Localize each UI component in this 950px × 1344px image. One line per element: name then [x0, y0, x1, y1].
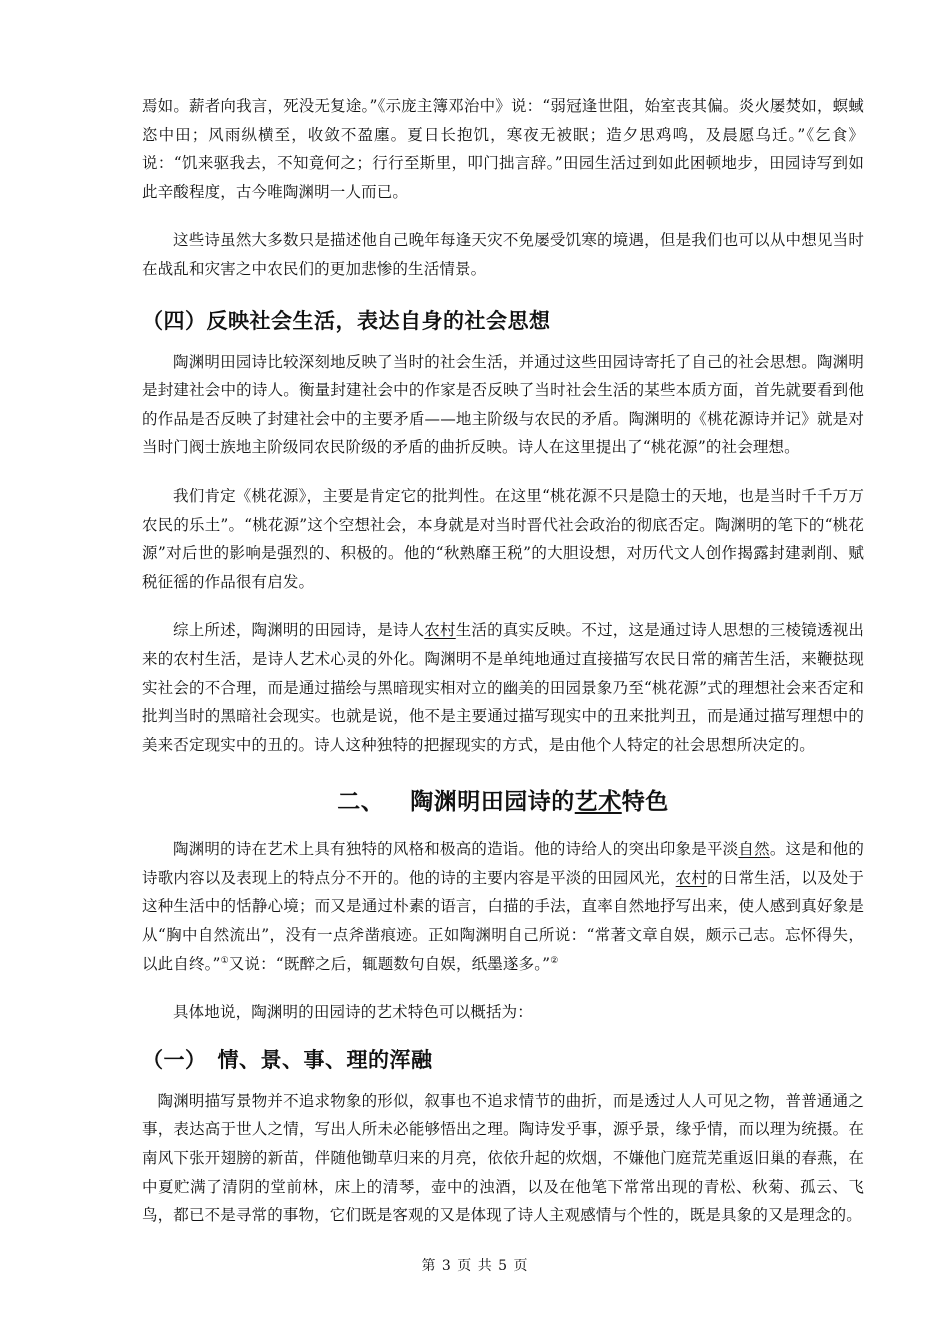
section-heading-four: （四）反映社会生活，表达自身的社会思想: [142, 308, 551, 333]
footnote-ref-2[interactable]: ②: [550, 955, 559, 966]
paragraph-quotes: 焉如。薪者向我言，死没无复途。”《示庞主簿邓治中》说：“弱冠逢世阻，始室丧其偏。炎火屡焚如，螟蜮恣中田；风雨纵横至，收敛不盈廛。夏日长抱饥，寒夜无被眠；造夕思鸡鸣，及晨愿乌迁。”《乞食》说：“饥来驱我去，不知竟何之；行行至斯里，叩门拙言辞。”田园生活过到如此困顿地步，田园诗写到如此辛酸程度，古今唯陶渊明一人而已。: [142, 97, 864, 201]
page-footer: 第 3 页 共 5 页: [421, 1258, 529, 1274]
art-text-c: 的日常生活，以及处于这种生活中的恬静心境；而又是通过朴素的语言，白描的手法，直率自然地抒写出来，使人感到真好象是从“胸中自然流出”，没有一点斧凿痕迹。正如陶渊明自己所说：“常著文章自娱，颇示己志。忘怀得失，以此自终。”: [142, 868, 864, 973]
art-text-b: 。这是和他的诗歌内容以及表现上的特点分不开的。他的诗的主要内容是平淡的田园风光，: [142, 840, 864, 887]
link-art[interactable]: 艺术: [574, 789, 622, 816]
chapter-number: 二、: [337, 789, 385, 816]
art-text-d: 又说：“既醉之后，辄题数句自娱，纸墨遂多。”: [228, 954, 551, 973]
paragraph-summary: [142, 616, 864, 759]
paragraph-suffering: 这些诗虽然大多数只是描述他自己晚年每逢天灾不免屡受饥寒的境遇，但是我们也可以从中想见当时在战乱和灾害之中农民们的更加悲惨的生活情景。: [142, 231, 864, 278]
chapter-title-b: 特色: [621, 789, 669, 816]
paragraph-intro-features: 具体地说，陶渊明的田园诗的艺术特色可以概括为：: [173, 1003, 533, 1022]
summary-text-b: 生活的真实反映。不过，这是通过诗人思想的三棱镜透视出来的农村生活，是诗人艺术心灵的外化。陶渊明不是单纯地通过直接描写农民日常的痛苦生活，来鞭挞现实社会的不合理，而是通过描绘与黑暗现实相对立的幽美的田园景象乃至“桃花源”式的理想社会来否定和批判当时的黑暗社会现实。也就是说，他不是主要通过描写现实中的丑来批判丑，而是通过描写理想中的美来否定现实中的丑的。诗人这种独特的把握现实的方式，是由他个人特定的社会思想所决定的。: [142, 621, 865, 754]
link-nature[interactable]: 自然: [738, 840, 770, 859]
section-heading-one: （一） 情、景、事、理的浑融: [142, 1047, 433, 1072]
paragraph-fusion: 陶渊明描写景物并不追求物象的形似，叙事也不追求情节的曲折，而是透过人人可见之物，普普通通之事，表达高于世人之情，写出人所未必能够悟出之理。陶诗发乎事，源乎景，缘乎情，而以理为统摄。在南风下张开翅膀的新苗，伴随他锄草归来的月亮，依依升起的炊烟，不嫌他门庭荒芜重返旧巢的春燕，在中夏贮满了清阴的堂前林，床上的清琴，壶中的浊酒，以及在他笔下常常出现的青松、秋菊、孤云、飞鸟，都已不是寻常的事物，它们既是客观的又是体现了诗人主观感情与个性的，既是具象的又是理念的。: [142, 1091, 864, 1225]
link-rural[interactable]: 农村: [424, 621, 456, 640]
paragraph-peach-blossom: 我们肯定《桃花源》，主要是肯定它的批判性。在这里“桃花源不只是隐士的天地，也是当时千千万万农民的乐土”。“桃花源”这个空想社会，本身就是对当时晋代社会政治的彻底否定。陶渊明的笔下的“桃花源”对后世的影响是强烈的、积极的。他的“秋熟靡王税”的大胆设想，对历代文人创作揭露封建剥削、赋税征徭的作品很有启发。: [142, 486, 864, 591]
chapter-heading-two: [142, 785, 864, 819]
footnote-ref-1[interactable]: ①: [220, 955, 229, 966]
document-body: [142, 92, 864, 1230]
link-rural-2[interactable]: 农村: [675, 868, 708, 887]
paragraph-art-style: [142, 835, 864, 978]
chapter-title-a: 陶渊明田园诗的: [410, 789, 575, 816]
summary-text-a: 综上所述，陶渊明的田园诗，是诗人: [173, 621, 425, 640]
art-text-a: 陶渊明的诗在艺术上具有独特的风格和极高的造诣。他的诗给人的突出印象是平淡: [173, 840, 739, 859]
paragraph-social-thought: 陶渊明田园诗比较深刻地反映了当时的社会生活，并通过这些田园诗寄托了自己的社会思想。陶渊明是封建社会中的诗人。衡量封建社会中的作家是否反映了当时社会生活的某些本质方面，首先就要看到他的作品是否反映了封建社会中的主要矛盾——地主阶级与农民的矛盾。陶渊明的《桃花源诗并记》就是对当时门阀士族地主阶级同农民阶级的矛盾的曲折反映。诗人在这里提出了“桃花源”的社会理想。: [142, 352, 864, 457]
